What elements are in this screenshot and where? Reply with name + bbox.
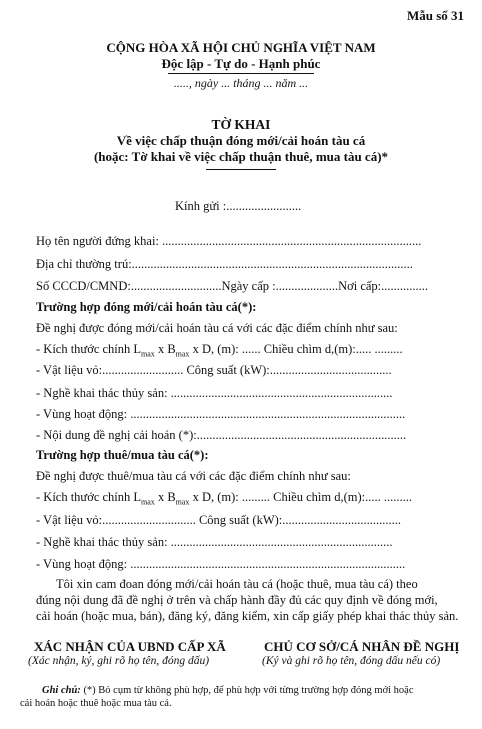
case1-size-b: x B — [154, 342, 176, 356]
sig-right-note: (Ký và ghi rõ họ tên, đóng dấu nếu có) — [262, 655, 441, 667]
case2-size-c: x D, (m): ......... Chiều chìm d,(m):..... ......... — [189, 490, 412, 504]
date-line: ....., ngày ... tháng ... năm ... — [173, 76, 309, 90]
case1-nghe: - Nghề khai thác thủy sản: ....................................................................... — [36, 386, 393, 400]
case1-size-a: - Kích thước chính L — [36, 342, 142, 356]
case2-size-b: x B — [154, 490, 176, 504]
form-number: Mẫu số 31 — [406, 8, 464, 23]
sig-left-note: (Xác nhận, ký, ghi rõ họ tên, đóng dấu) — [28, 655, 210, 667]
doc-subtitle-1: Về việc chấp thuận đóng mới/cải hoán tàu cá — [116, 133, 366, 148]
sig-left-title: XÁC NHẬN CỦA UBND CẤP XÃ — [34, 639, 226, 654]
case2-size — [36, 490, 466, 507]
title-underline — [206, 169, 276, 170]
footnote-text-1: (*) Bỏ cụm từ không phù hợp, để phù hợp với từng trường hợp đóng mới hoặc — [80, 685, 414, 696]
case2-sub-b: max — [175, 497, 190, 507]
case1-size-c: x D, (m): ...... Chiều chìm d,(m):..... ......... — [189, 342, 403, 356]
case1-heading: Trường hợp đóng mới/cải hoán tàu cá(*): — [36, 300, 257, 314]
field-cccd: Số CCCD/CMND:.............................Ngày cấp :....................Nơi cấp:............... — [36, 279, 429, 293]
commitment-3: cải hoán (hoặc mua, bán), đăng ký, đăng kiểm, xin cấp giấy phép khai thác thủy sản. — [36, 609, 459, 623]
case2-intro: Đề nghị được thuê/mua tàu cá với các đặc điểm chính như sau: — [36, 469, 351, 483]
case2-heading: Trường hợp thuê/mua tàu cá(*): — [36, 448, 209, 462]
field-dia-chi: Địa chỉ thường trú:.......................................................................................... — [36, 257, 413, 271]
commitment-1: Tôi xin cam đoan đóng mới/cải hoán tàu cá (hoặc thuê, mua tàu cá) theo — [56, 577, 418, 591]
kinh-gui: Kính gửi :........................ — [175, 199, 302, 213]
case1-size — [36, 342, 466, 359]
motto: Độc lập - Tự do - Hạnh phúc — [161, 56, 321, 71]
case2-nghe: - Nghề khai thác thủy sản: ....................................................................... — [36, 535, 393, 549]
case1-material: - Vật liệu vỏ:.......................... Công suất (kW):....................................... — [36, 363, 392, 377]
footnote-line-2: cải hoán hoặc thuê hoặc mua tàu cá. — [20, 698, 172, 709]
case2-sub-l: max — [141, 497, 155, 507]
field-ho-ten: Họ tên người đứng khai: ................................................................................... — [36, 234, 422, 248]
footnote-label: Ghi chú: — [42, 685, 81, 696]
motto-underline — [168, 73, 314, 74]
doc-title: TỜ KHAI — [211, 117, 271, 132]
sig-right-title: CHỦ CƠ SỞ/CÁ NHÂN ĐỀ NGHỊ — [264, 639, 460, 654]
case2-size-a: - Kích thước chính L — [36, 490, 142, 504]
case1-intro: Đề nghị được đóng mới/cải hoán tàu cá với các đặc điểm chính như sau: — [36, 321, 398, 335]
case1-sub-b: max — [175, 349, 190, 359]
doc-subtitle-2: (hoặc: Tờ khai về việc chấp thuận thuê, mua tàu cá)* — [93, 149, 389, 164]
case1-vung: - Vùng hoạt động: ........................................................................................ — [36, 407, 406, 421]
case1-noidung: - Nội dung đề nghị cải hoán (*):................................................................... — [36, 428, 407, 442]
case2-material: - Vật liệu vỏ:.............................. Công suất (kW):...................................... — [36, 513, 402, 527]
commitment-2: đúng nội dung đã đề nghị ở trên và chấp hành đầy đủ các quy định về đóng mới, — [36, 593, 438, 607]
case2-vung: - Vùng hoạt động: ........................................................................................ — [36, 557, 406, 571]
footnote-line-1 — [42, 685, 414, 696]
national-title: CỘNG HÒA XÃ HỘI CHỦ NGHĨA VIỆT NAM — [106, 40, 376, 55]
case1-sub-l: max — [141, 349, 155, 359]
